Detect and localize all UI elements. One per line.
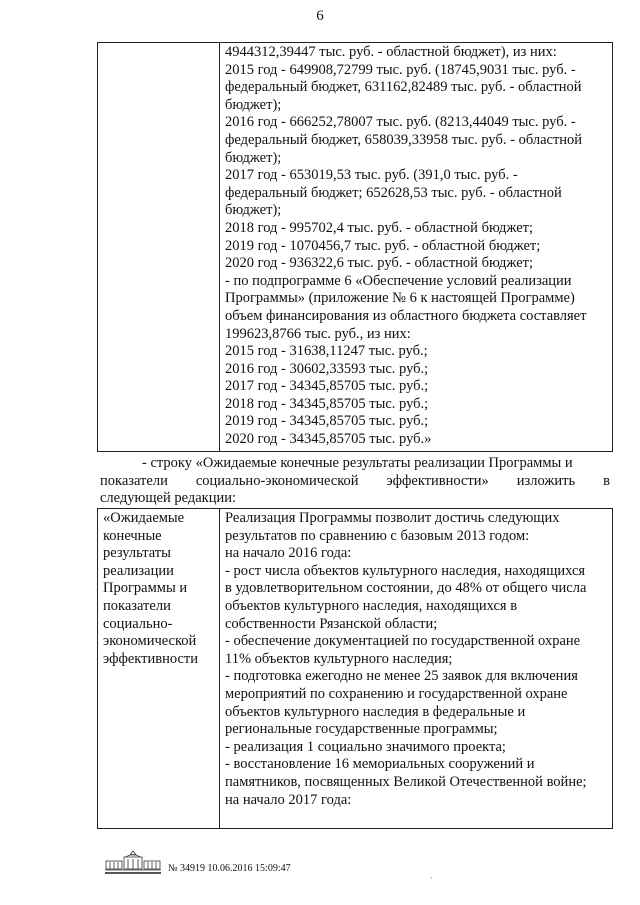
label-line: Программы и	[103, 580, 188, 597]
results-table-value-cell	[220, 509, 613, 829]
text-line: - рост числа объектов культурного наследия, находящихся	[225, 562, 586, 579]
label-line: социально-	[103, 615, 173, 632]
text-line: 2019 год - 1070456,7 тыс. руб. - областной бюджет;	[225, 237, 541, 254]
text-line: 2016 год - 666252,78007 тыс. руб. (8213,44049 тыс. руб. -	[225, 114, 576, 131]
text-line: объектов культурного наследия в федеральные и	[225, 703, 526, 720]
text-line: бюджет);	[225, 202, 282, 219]
text-line: федеральный бюджет; 652628,53 тыс. руб. - областной	[225, 184, 562, 201]
text-line: 2016 год - 30602,33593 тыс. руб.;	[225, 360, 429, 377]
text-line: 2017 год - 34345,85705 тыс. руб.;	[225, 378, 429, 395]
funding-table-value-cell	[220, 43, 613, 452]
label-line: результаты	[103, 545, 171, 562]
paragraph-word: показатели	[100, 472, 168, 489]
label-line: эффективности	[103, 650, 198, 667]
label-line: показатели	[103, 597, 171, 614]
text-line: собственности Рязанской области;	[225, 615, 438, 632]
text-line: мероприятий по сохранению и государственной охране	[225, 685, 568, 702]
paragraph-line: следующей редакции:	[100, 490, 237, 507]
text-line: - восстановление 16 мемориальных сооружений и	[225, 756, 535, 773]
instruction-paragraph	[100, 455, 610, 508]
text-line: на начало 2016 года:	[225, 545, 352, 562]
text-line: региональные государственные программы;	[225, 721, 498, 738]
text-line: Программы» (приложение № 6 к настоящей Программе)	[225, 290, 575, 307]
text-line: 2015 год - 31638,11247 тыс. руб.;	[225, 343, 428, 360]
text-line: бюджет);	[225, 96, 282, 113]
text-line: на начало 2017 года:	[225, 791, 352, 808]
text-line: объектов культурного наследия, находящихся в	[225, 597, 518, 614]
paragraph-word: изложить	[516, 472, 576, 489]
text-line: результатов по сравнению с базовым 2013 годом:	[225, 527, 530, 544]
text-line: федеральный бюджет, 658039,33958 тыс. руб. - областной	[225, 131, 583, 148]
paragraph-word: в	[603, 472, 610, 489]
text-line: объем финансирования из областного бюджета составляет	[225, 307, 587, 324]
text-line: 2020 год - 34345,85705 тыс. руб.»	[225, 431, 432, 448]
text-line: 2015 год - 649908,72799 тыс. руб. (18745,9031 тыс. руб. -	[225, 61, 576, 78]
text-line: - реализация 1 социально значимого проекта;	[225, 738, 506, 755]
text-line: Реализация Программы позволит достичь следующих	[225, 510, 560, 526]
text-line: в удовлетворительном состоянии, до 48% от общего числа	[225, 580, 587, 597]
paragraph-line: - строку «Ожидаемые конечные результаты реализации Программы и	[142, 455, 573, 471]
results-table-label-cell	[98, 509, 220, 829]
registry-logo-icon	[104, 848, 162, 876]
text-line: 11% объектов культурного наследия;	[225, 650, 453, 667]
funding-table	[97, 42, 613, 452]
text-line: 199623,8766 тыс. руб., из них:	[225, 325, 411, 342]
funding-table-label-cell	[98, 43, 220, 452]
text-line: 2020 год - 936322,6 тыс. руб. - областной бюджет;	[225, 255, 534, 272]
text-line: федеральный бюджет, 631162,82489 тыс. руб. - областной	[225, 79, 582, 96]
text-line: - обеспечение документацией по государственной охране	[225, 633, 581, 650]
text-line: 2019 год - 34345,85705 тыс. руб.;	[225, 413, 429, 430]
scan-mark: ·	[430, 874, 433, 883]
label-line: «Ожидаемые	[103, 510, 185, 526]
results-table	[97, 508, 613, 829]
paragraph-line-justified	[100, 473, 610, 491]
text-line: 4944312,39447 тыс. руб. - областной бюджет), из них:	[225, 44, 557, 60]
label-line: конечные	[103, 527, 162, 544]
text-line: бюджет);	[225, 149, 282, 166]
text-line: - по подпрограмме 6 «Обеспечение условий реализации	[225, 272, 572, 289]
paragraph-word: социально-экономической	[195, 472, 359, 489]
text-line: - подготовка ежегодно не менее 25 заявок для включения	[225, 668, 578, 685]
label-line: экономической	[103, 633, 197, 650]
footer	[104, 848, 291, 876]
text-line: 2018 год - 995702,4 тыс. руб. - областной бюджет;	[225, 219, 534, 236]
text-line: 2017 год - 653019,53 тыс. руб. (391,0 тыс. руб. -	[225, 167, 518, 184]
label-line: реализации	[103, 562, 174, 579]
document-id: № 34919 10.06.2016 15:09:47	[168, 863, 291, 874]
page-number: 6	[316, 8, 324, 24]
paragraph-word: эффективности»	[386, 472, 489, 489]
text-line: памятников, посвященных Великой Отечественной войне;	[225, 773, 587, 790]
text-line: 2018 год - 34345,85705 тыс. руб.;	[225, 395, 429, 412]
